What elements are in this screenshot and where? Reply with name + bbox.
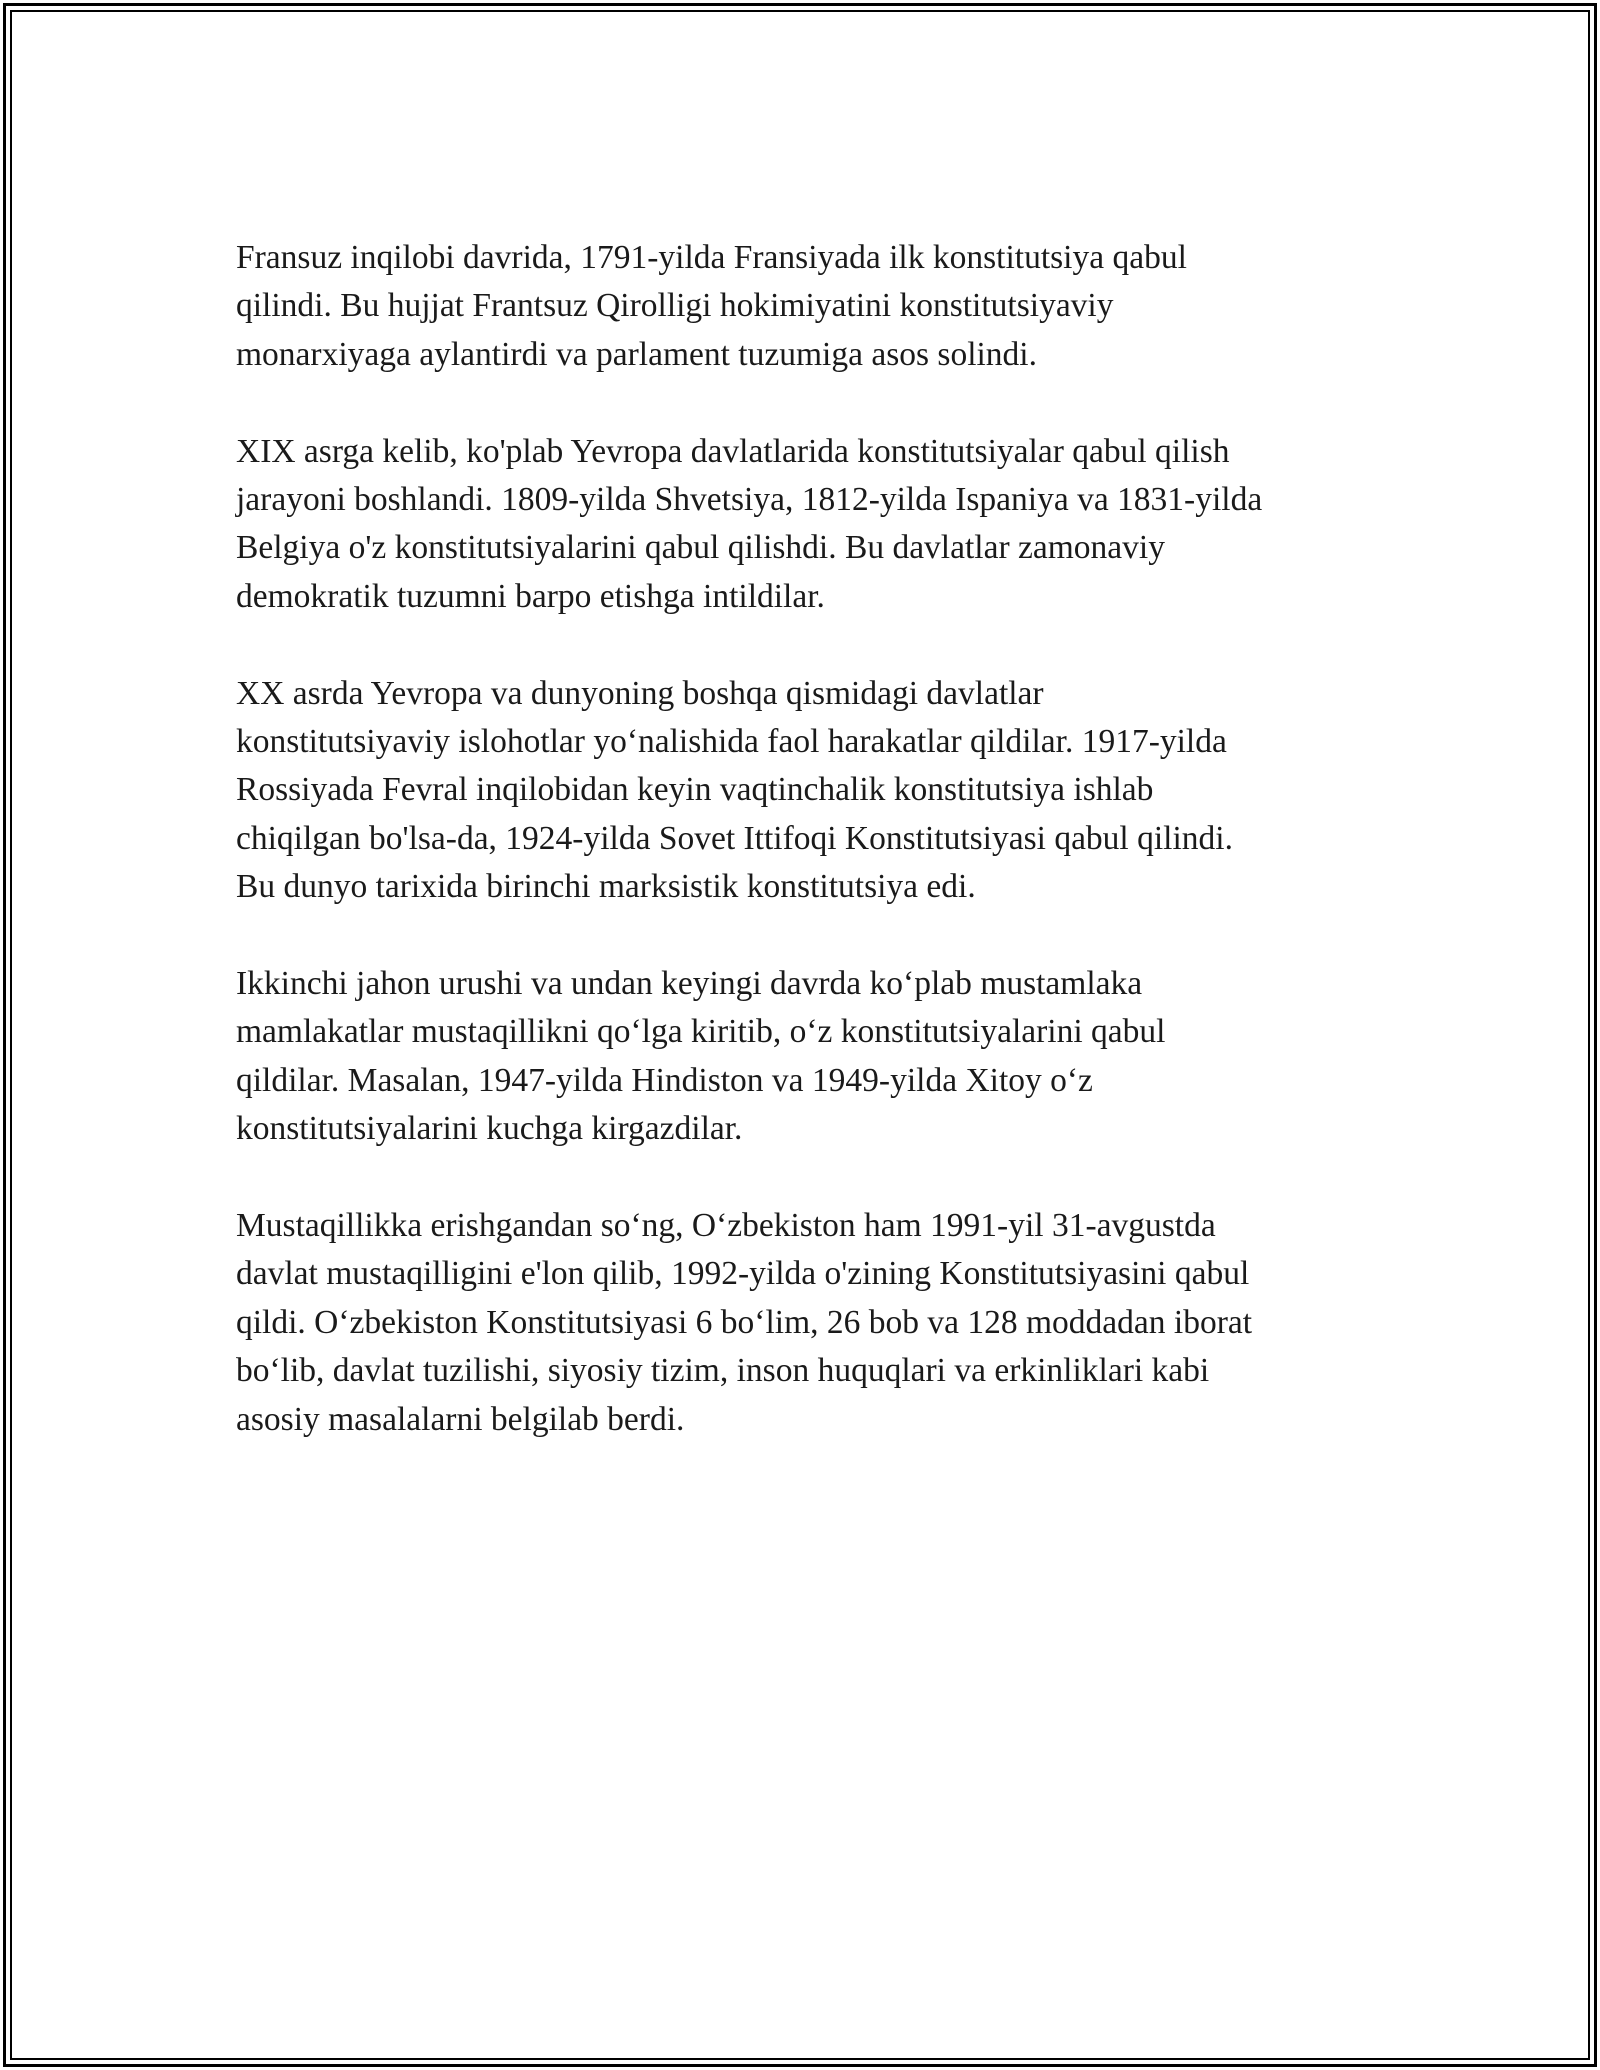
- paragraph-post-war: Ikkinchi jahon urushi va undan keyingi davrda koʻplab mustamlaka mamlakatlar mustaqillikni qoʻlga kiritib, oʻz konstitutsiyalarini qabul qildilar. Masalan, 1947-yilda Hindiston va 1949-yilda Xitoy oʻz konstitutsiyalarini kuchga kirgazdilar.: [236, 965, 1166, 1148]
- paragraph-20th-century: XX asrda Yevropa va dunyoning boshqa qismidagi davlatlar konstitutsiyaviy islohotlar yoʻnalishida faol harakatlar qildilar. 1917-yilda Rossiyada Fevral inqilobidan keyin vaqtinchalik konstitutsiya ishlab chiqilgan bo'lsa-da, 1924-yilda Sovet Ittifoqi Konstitutsiyasi qabul qilindi. Bu dunyo tarixida birinchi marksistik konstitutsiya edi.: [236, 674, 1233, 906]
- paragraph-19th-century: XIX asrga kelib, ko'plab Yevropa davlatlarida konstitutsiyalar qabul qilish jarayoni boshlandi. 1809-yilda Shvetsiya, 1812-yilda Ispaniya va 1831-yilda Belgiya o'z konstitutsiyalarini qabul qilishdi. Bu davlatlar zamonaviy demokratik tuzumni barpo etishga intildilar.: [236, 432, 1263, 615]
- document-body: [236, 234, 1386, 1492]
- paragraph-uzbekistan: Mustaqillikka erishgandan soʻng, Oʻzbekiston ham 1991-yil 31-avgustda davlat mustaqilligini e'lon qilib, 1992-yilda o'zining Konstitutsiyasini qabul qildi. Oʻzbekiston Konstitutsiyasi 6 boʻlim, 26 bob va 128 moddadan iborat boʻlib, davlat tuzilishi, siyosiy tizim, inson huquqlari va erkinliklari kabi asosiy masalalarni belgilab berdi.: [236, 1207, 1253, 1438]
- paragraph-french-constitution: Fransuz inqilobi davrida, 1791-yilda Fransiyada ilk konstitutsiya qabul qilindi. Bu hujjat Frantsuz Qirolligi hokimiyatini konstitutsiyaviy monarxiyaga aylantirdi va parlament tuzumiga asos solindi.: [236, 239, 1187, 373]
